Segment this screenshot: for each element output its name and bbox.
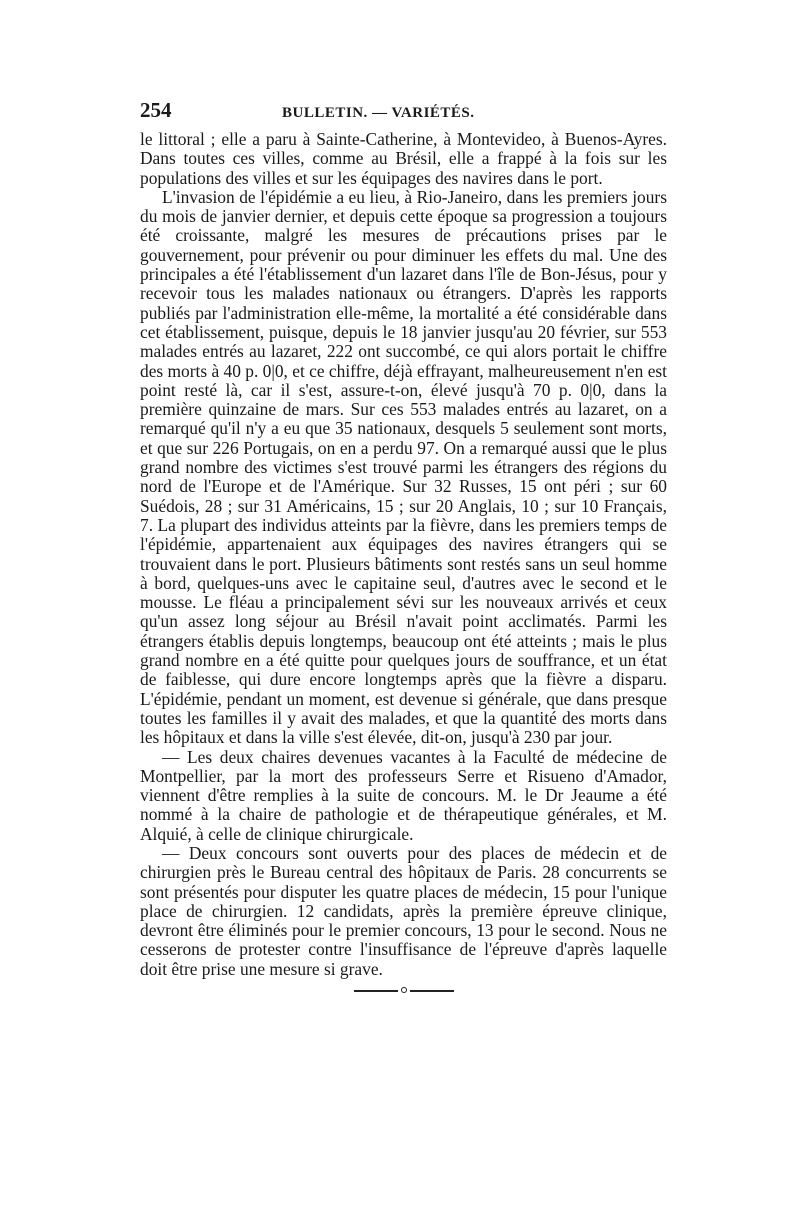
body-text (140, 130, 667, 979)
page-number: 254 (140, 98, 172, 122)
paragraph-concours: — Deux concours sont ouverts pour des places de médecin et de chirurgien près le Bureau central des hôpitaux de Paris. 28 concurrents se sont présentés pour disputer les quatre places de médecin, 15 pour l'unique place de chirurgien. 12 candidats, après la première épreuve clinique, devront être éliminés pour le premier concours, 13 pour le second. Nous ne cesserons de protester contre l'insuffisance de l'épreuve d'après laquelle doit être prise une mesure si grave. (140, 842, 667, 979)
section-end-ornament (354, 987, 454, 995)
paragraph-montpellier: — Les deux chaires devenues vacantes à la Faculté de médecine de Montpellier, par la mort des professeurs Serre et Risueno d'Amador, viennent d'être remplies à la suite de concours. M. le Dr Jeaume a été nommé à la chaire de pathologie et de thérapeutique générales, et M. Alquié, à celle de clinique chirurgicale. (140, 746, 667, 844)
page-header (140, 98, 667, 124)
ornament-rule-right (410, 990, 454, 992)
ornament-dot-icon (401, 987, 407, 993)
paragraph-continuation: le littoral ; elle a paru à Sainte-Catherine, à Montevideo, à Buenos-Ayres. Dans toutes ces villes, comme au Brésil, elle a frappé à la fois sur les populations des villes et sur les équipages des navires dans le port. (140, 129, 667, 188)
ornament-rule-left (354, 990, 398, 992)
paragraph-epidemic: L'invasion de l'épidémie a eu lieu, à Rio-Janeiro, dans les premiers jours du mois de janvier dernier, et depuis cette époque sa progression a toujours été croissante, malgré les mesures de précautions prises par le gouvernement, pour prévenir ou pour diminuer les effets du mal. Une des principales a été l'établissement d'un lazaret dans l'île de Bon-Jésus, pour y recevoir tous les malades nationaux ou étrangers. D'après les rapports publiés par l'administration elle-même, la mortalité a été considérable dans cet établissement, puisque, depuis le 18 janvier jusqu'au 20 février, sur 553 malades entrés au lazaret, 222 ont succombé, ce qui alors portait le chiffre des morts à 40 p. 0|0, et ce chiffre, déjà effrayant, malheureusement n'en est point resté là, car il s'est, assure-t-on, élevé jusqu'à 70 p. 0|0, dans la première quinzaine de mars. Sur ces 553 malades entrés au lazaret, on a remarqué qu'il n'y a eu que 35 nationaux, desquels 5 seulement sont morts, et que sur 226 Portugais, on en a perdu 97. On a remarqué aussi que le plus grand nombre des victimes s'est trouvé parmi les étrangers des régions du nord de l'Europe et de l'Amérique. Sur 32 Russes, 15 ont péri ; sur 60 Suédois, 28 ; sur 31 Américains, 15 ; sur 20 Anglais, 10 ; sur 10 Français, 7. La plupart des individus atteints par la fièvre, dans les premiers temps de l'épidémie, appartenaient aux équipages des navires étrangers qui se trouvaient dans le port. Plusieurs bâtiments sont restés sans un seul homme à bord, quelques-uns avec le capitaine seul, d'autres avec le second et le mousse. Le fléau a principalement sévi sur les nouveaux arrivés et ceux qu'un assez long séjour au Brésil n'avait point acclimatés. Parmi les étrangers établis depuis longtemps, beaucoup ont été atteints ; mais le plus grand nombre en a été quitte pour quelques jours de souffrance, et un état de faiblesse, qui dure encore longtemps après que la fièvre a disparu. L'épidémie, pendant un moment, est devenue si générale, que dans presque toutes les familles il y avait des malades, et que la quantité des morts dans les hôpitaux et dans la ville s'est élevée, dit-on, jusqu'à 230 par jour. (140, 186, 668, 748)
running-head: BULLETIN. — VARIÉTÉS. (282, 105, 475, 121)
page (140, 98, 667, 995)
